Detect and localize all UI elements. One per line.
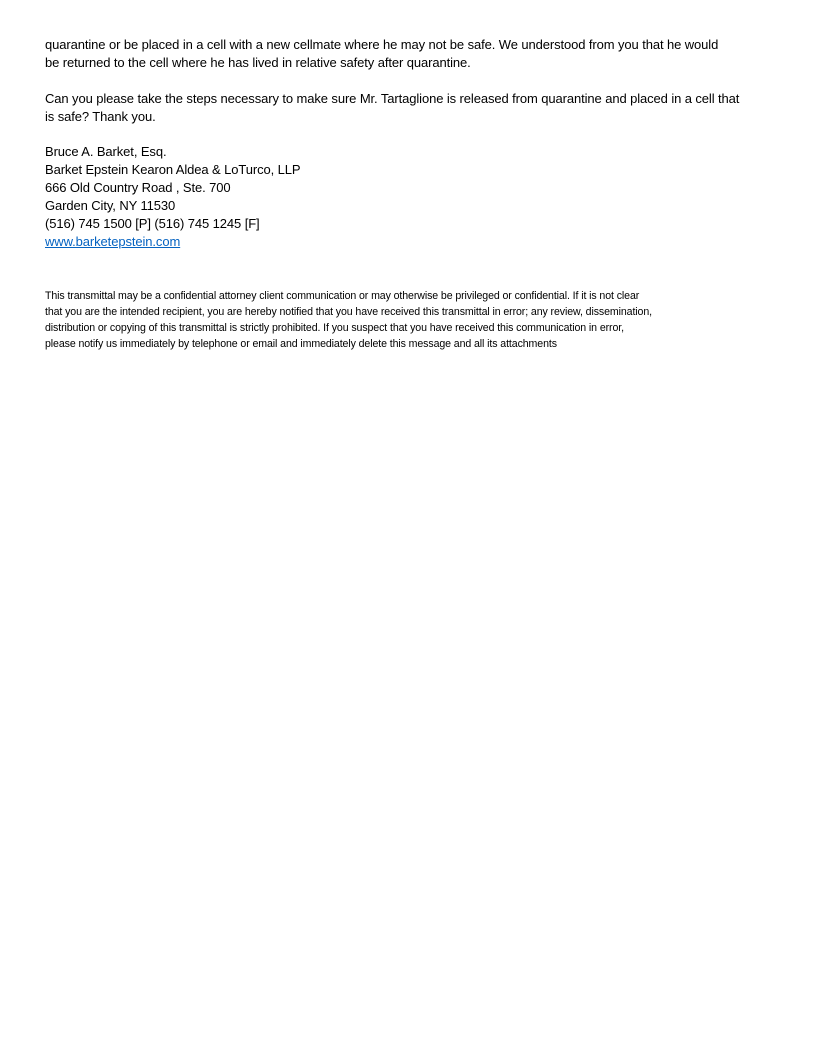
- body-text-line: be returned to the cell where he has lived in relative safety after quarantine.: [45, 55, 471, 70]
- signature-firm: Barket Epstein Kearon Aldea & LoTurco, LLP: [45, 162, 301, 177]
- disclaimer-line: that you are the intended recipient, you are hereby notified that you have received this transmittal in error; any review, dissemination,: [45, 306, 652, 318]
- disclaimer-line: This transmittal may be a confidential attorney client communication or may otherwise be privileged or confidential. If it is not clear: [45, 290, 640, 302]
- website-link[interactable]: www.barketepstein.com: [45, 234, 181, 249]
- disclaimer-line: distribution or copying of this transmittal is strictly prohibited. If you suspect that you have received this communication in error,: [45, 322, 624, 334]
- body-text-line: quarantine or be placed in a cell with a new cellmate where he may not be safe. We understood from you that he would: [45, 37, 719, 52]
- body-text-line: Can you please take the steps necessary to make sure Mr. Tartaglione is released from quarantine and placed in a cell that: [45, 91, 740, 106]
- disclaimer-line: please notify us immediately by telephone or email and immediately delete this message and all its attachments: [45, 338, 557, 350]
- signature-name: Bruce A. Barket, Esq.: [45, 144, 167, 159]
- body-text-line: is safe? Thank you.: [45, 109, 156, 124]
- signature-phone: (516) 745 1500 [P] (516) 745 1245 [F]: [45, 216, 260, 231]
- signature-address-line1: 666 Old Country Road , Ste. 700: [45, 180, 231, 195]
- signature-address-line2: Garden City, NY 11530: [45, 198, 176, 213]
